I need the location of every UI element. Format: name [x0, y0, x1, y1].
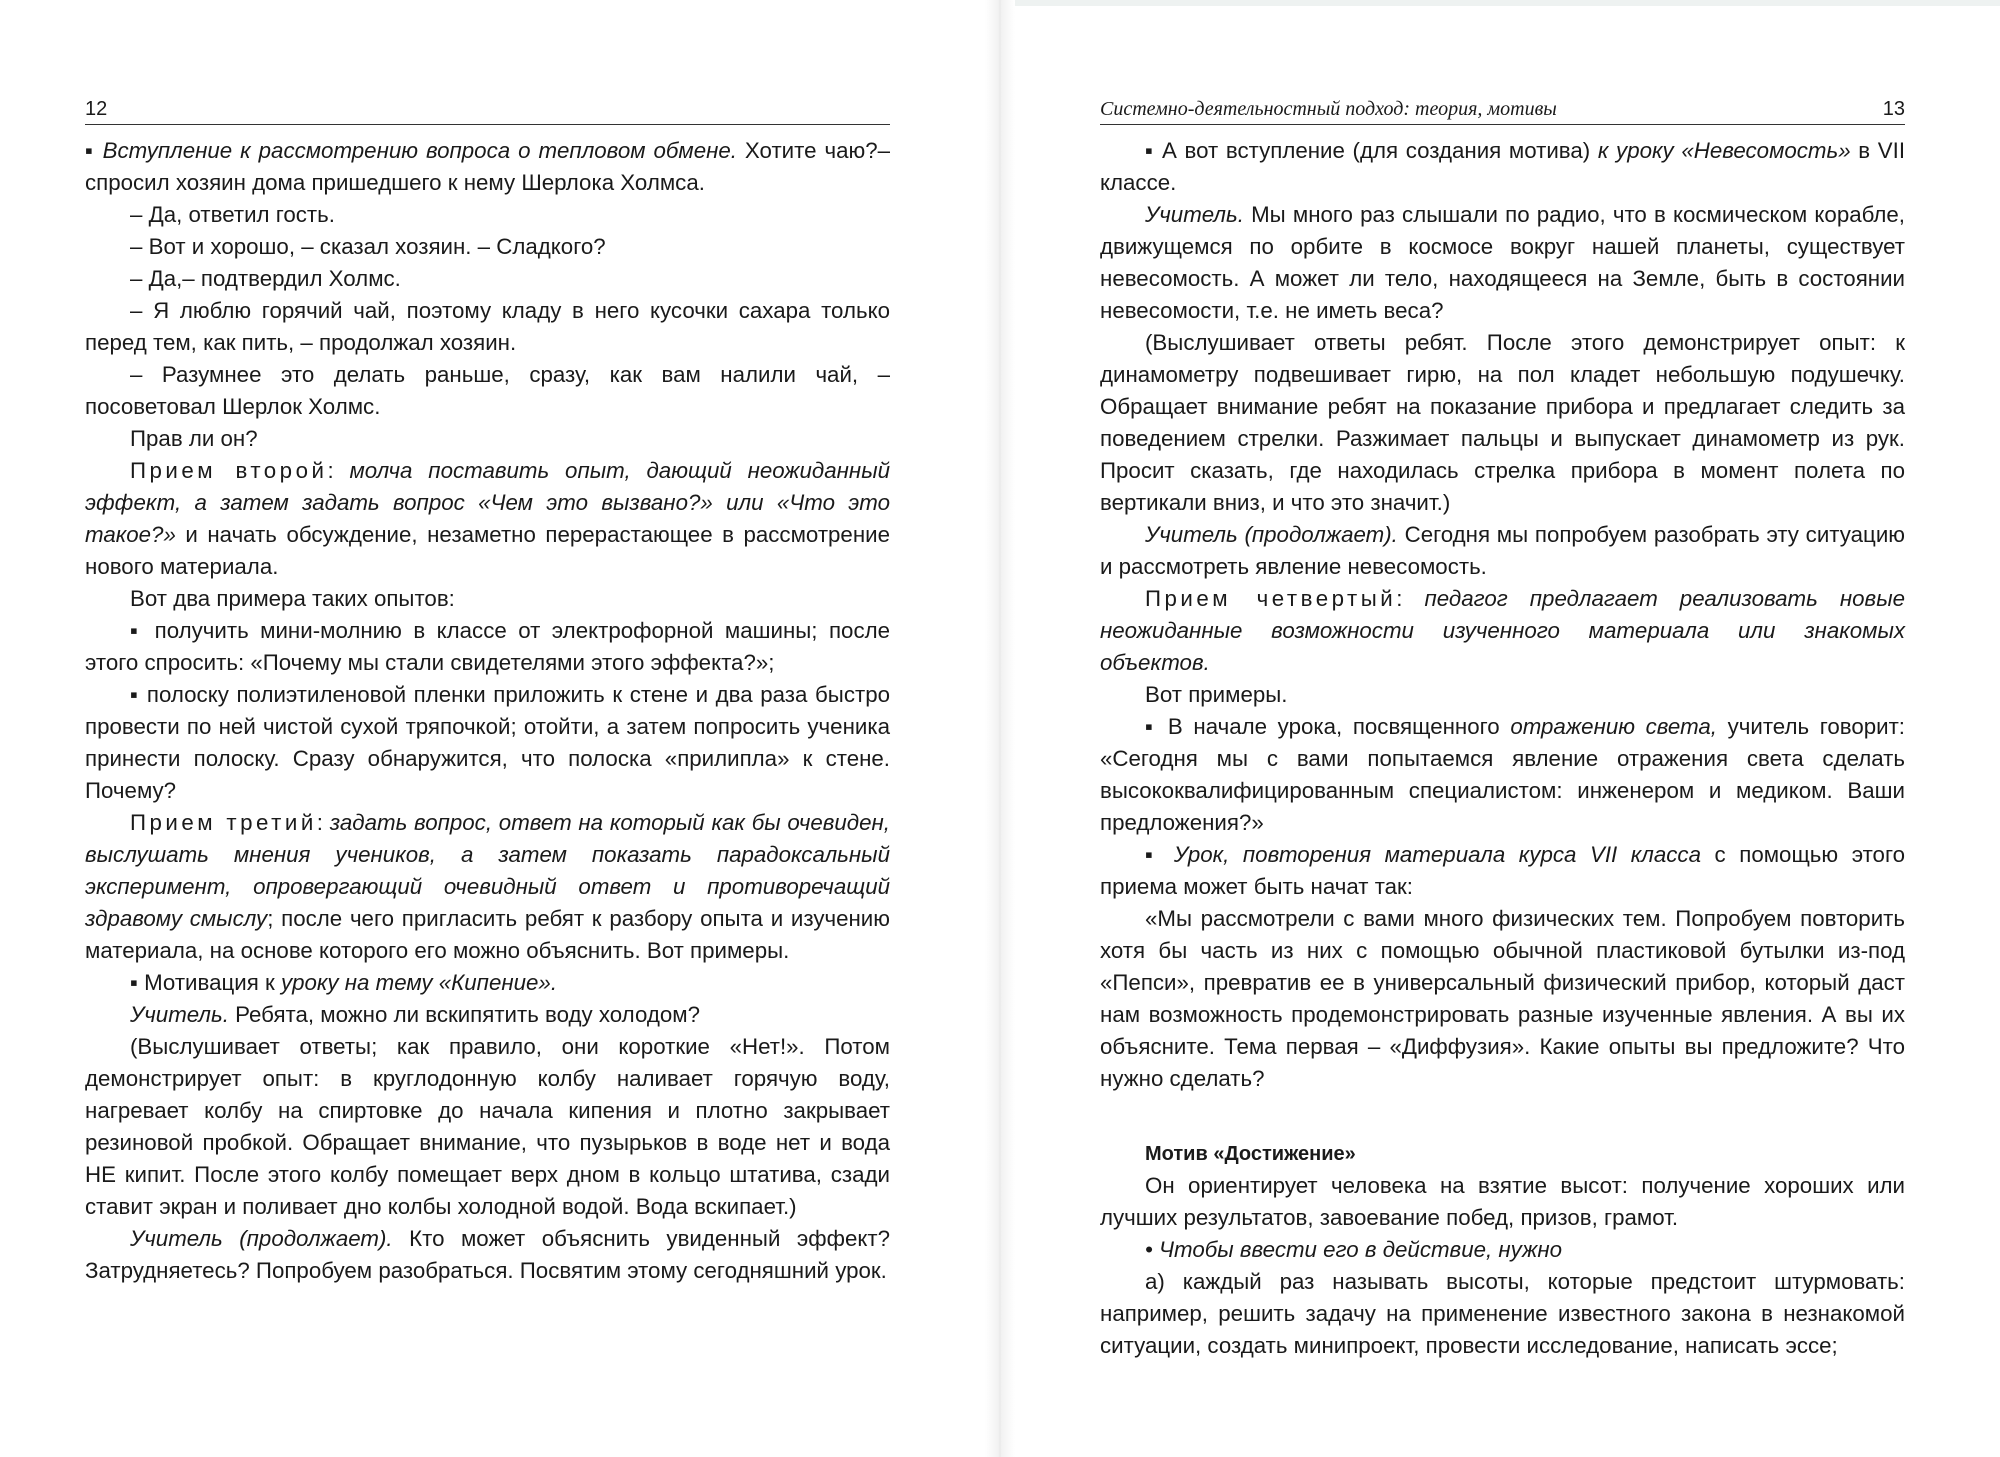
paragraph — [85, 807, 890, 967]
paragraph — [85, 199, 890, 231]
text-run: Учитель. — [1145, 202, 1244, 227]
text-run: Вот примеры. — [1145, 682, 1288, 707]
paragraph — [85, 1031, 890, 1223]
text-run: ▪ А вот вступление (для создания мотива) — [1145, 138, 1598, 163]
paragraph — [1100, 199, 1905, 327]
heading-text: Мотив «Достижение» — [1145, 1143, 1356, 1165]
text-run: ▪ получить мини-молнию в классе от электрофорной машины; после этого спросить: «Почему мы стали свидетелями этого эффекта?»; — [85, 618, 890, 675]
left-page-body — [85, 135, 890, 1287]
text-run: ▪ — [85, 138, 103, 163]
text-run: с помощью этого приема может быть начат так: — [1100, 842, 1905, 899]
text-run: задать вопрос, ответ на который как бы очевиден, выслушать мнения учеников, а затем показать парадоксальный эксперимент, опровергающий очевидный ответ и противоречащий здравому смыслу — [85, 810, 890, 931]
text-run: Вступление к рассмотрению вопроса о тепловом обмене. — [102, 138, 737, 163]
text-run: : — [1396, 586, 1425, 611]
page-edge — [1015, 0, 2000, 6]
paragraph — [85, 999, 890, 1031]
text-run: : — [316, 810, 330, 835]
text-run: педагог предлагает реализовать новые неожиданные возможности изученного материала или знакомых объектов. — [1100, 586, 1905, 675]
text-run: Ребята, можно ли вскипятить воду холодом? — [228, 1002, 700, 1027]
text-run: ; после чего пригласить ребят к разбору опыта и изучению материала, на основе которого его можно объяснить. Вот примеры. — [85, 906, 890, 963]
text-run: ▪ Мотивация к — [130, 970, 281, 995]
paragraph — [85, 455, 890, 583]
text-run: Прием второй — [130, 458, 328, 483]
running-head: Системно-деятельностный подход: теория, мотивы — [1100, 98, 1557, 120]
paragraph — [85, 1223, 890, 1287]
text-run: учитель говорит: «Сегодня мы с вами попытаемся явление отражения света сделать высококвалифицированным специалистом: инженером и медиком. Ваши предложения?» — [1100, 714, 1905, 835]
right-page-body — [1100, 135, 1905, 1362]
section-gap — [1100, 1095, 1905, 1127]
text-run: Урок, повторения материала курса VII класса — [1173, 842, 1701, 867]
left-page — [85, 96, 890, 1287]
paragraph — [85, 295, 890, 359]
text-run: Хотите чаю?– спросил хозяин дома пришедшего к нему Шерлока Холмса. — [85, 138, 890, 195]
text-run: молча поставить опыт, дающий неожиданный эффект, а затем задать вопрос «Чем это вызвано?» или «Что это такое?» — [85, 458, 890, 547]
text-run: (Выслушивает ответы; как правило, они короткие «Нет!». Потом демонстрирует опыт: в круглодонную колбу наливает горячую воду, нагревает колбу на спиртовке до начала кипения и плотно закрывает резиновой пробкой. Обращает внимание, что пузырьков в воде нет и вода НЕ кипит. После этого колбу помещает верх дном в кольцо штатива, сзади ставит экран и поливает дно колбы холодной водой. Вода вскипает.) — [85, 1034, 890, 1219]
section-heading — [1100, 1137, 1905, 1170]
paragraph — [1100, 327, 1905, 519]
paragraph — [85, 679, 890, 807]
text-run: ▪ полоску полиэтиленовой пленки приложить к стене и два раза быстро провести по ней чистой сухой тряпочкой; отойти, а затем попросить ученика принести полоску. Сразу обнаружится, что полоска «прилипла» к стене. Почему? — [85, 682, 890, 803]
paragraph — [85, 359, 890, 423]
text-run: – Да, ответил гость. — [130, 202, 335, 227]
text-run: Прием четвертый — [1145, 586, 1397, 611]
paragraph — [85, 423, 890, 455]
book-gutter — [985, 0, 1015, 1457]
paragraph — [1100, 1266, 1905, 1362]
text-run: и начать обсуждение, незаметно перерастающее в рассмотрение нового материала. — [85, 522, 890, 579]
right-page-header — [1100, 96, 1905, 125]
text-run: Прав ли он? — [130, 426, 258, 451]
text-run: Он ориентирует человека на взятие высот: получение хороших или лучших результатов, завоевание побед, призов, грамот. — [1100, 1173, 1905, 1230]
paragraph — [1100, 679, 1905, 711]
text-run: – Я люблю горячий чай, поэтому кладу в него кусочки сахара только перед тем, как пить, – продолжал хозяин. — [85, 298, 890, 355]
text-run: Сегодня мы попробуем разобрать эту ситуацию и рассмотреть явление невесомость. — [1100, 522, 1905, 579]
text-run: Учитель (продолжает). — [130, 1226, 393, 1251]
text-run: – Да,– подтвердил Холмс. — [130, 266, 401, 291]
text-run: а) каждый раз называть высоты, которые предстоит штурмовать: например, решить задачу на применение известного закона в незнакомой ситуации, создать минипроект, провести исследование, написать эссе; — [1100, 1269, 1905, 1358]
text-run: в VII классе. — [1100, 138, 1906, 195]
left-page-header — [85, 96, 890, 125]
page-number-right: 13 — [1882, 98, 1905, 120]
paragraph — [1100, 1234, 1905, 1266]
text-run: (Выслушивает ответы ребят. После этого демонстрирует опыт: к динамометру подвешивает гирю, на пол кладет небольшую подушечку. Обращает внимание ребят на показание прибора и предлагает следить за поведением стрелки. Разжимает пальцы и выпускает динамометр из рук. Просит сказать, где находилась стрелка прибора в момент полета по вертикали вниз, и что это значит.) — [1100, 330, 1905, 515]
paragraph — [1100, 903, 1905, 1095]
text-run: Вот два примера таких опытов: — [130, 586, 455, 611]
text-run: – Вот и хорошо, – сказал хозяин. – Сладкого? — [130, 234, 606, 259]
paragraph — [1100, 135, 1905, 199]
text-run: • Чтобы ввести его в действие, нужно — [1145, 1237, 1563, 1262]
text-run: Прием третий — [130, 810, 317, 835]
text-run: Мы много раз слышали по радио, что в космическом корабле, движущемся по орбите в космосе вокруг нашей планеты, существует невесомость. А может ли тело, находящееся на Земле, быть в состоянии невесомости, т.е. не иметь веса? — [1100, 202, 1905, 323]
paragraph — [1100, 711, 1905, 839]
text-run: ▪ — [1145, 842, 1174, 867]
text-run: уроку на тему «Кипение». — [280, 970, 558, 995]
text-run: Учитель. — [130, 1002, 229, 1027]
text-run: : — [327, 458, 350, 483]
text-run: «Мы рассмотрели с вами много физических тем. Попробуем повторить хотя бы часть из них с помощью обычной пластиковой бутылки из-под «Пепси», превратив ее в универсальный физический прибор, который даст нам возможность продемонстрировать разные изученные явления. А вы их объясните. Тема первая – «Диффузия». Какие опыты вы предложите? Что нужно сделать? — [1100, 906, 1905, 1091]
paragraph — [1100, 1170, 1905, 1234]
paragraph — [85, 583, 890, 615]
text-run: Кто может объяснить увиденный эффект? Затрудняетесь? Попробуем разобраться. Посвятим этому сегодняшний урок. — [85, 1226, 890, 1283]
paragraph — [1100, 839, 1905, 903]
text-run: – Разумнее это делать раньше, сразу, как вам налили чай, – посоветовал Шерлок Холмс. — [85, 362, 890, 419]
text-run: ▪ В начале урока, посвященного — [1145, 714, 1511, 739]
paragraph — [85, 263, 890, 295]
text-run: Учитель (продолжает). — [1145, 522, 1398, 547]
paragraph — [85, 615, 890, 679]
paragraph — [1100, 519, 1905, 583]
right-page — [1100, 96, 1905, 1362]
paragraph — [1100, 583, 1905, 679]
paragraph — [85, 231, 890, 263]
text-run: отражению света, — [1510, 714, 1717, 739]
page-number-left: 12 — [85, 98, 108, 120]
paragraph — [85, 135, 890, 199]
paragraph — [85, 967, 890, 999]
text-run: к уроку «Невесомость» — [1597, 138, 1851, 163]
